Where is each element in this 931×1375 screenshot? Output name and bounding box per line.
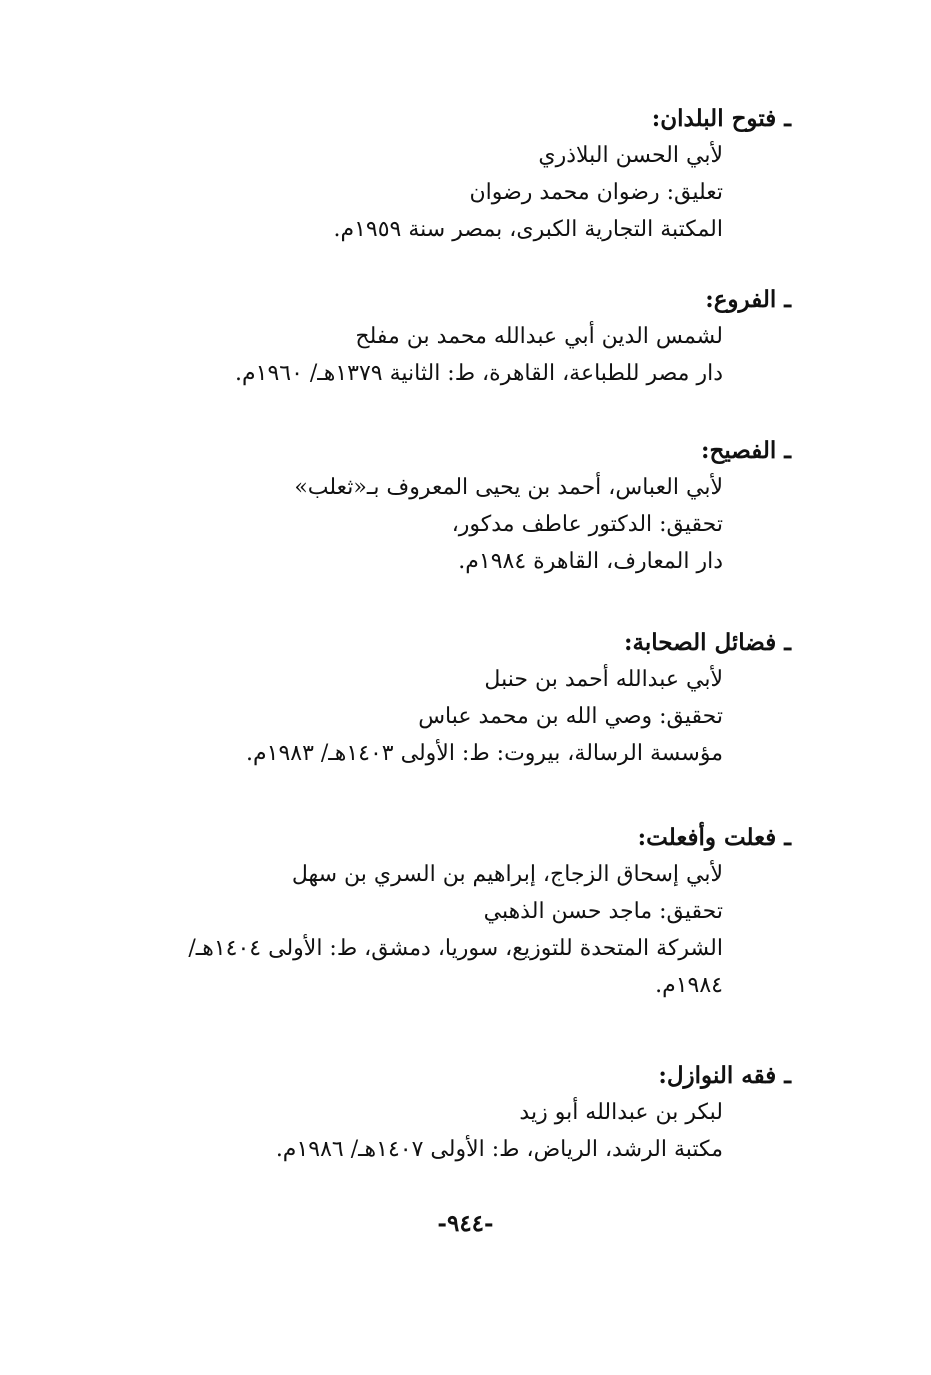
entry-line: لشمس الدين أبي عبدالله محمد بن مفلح (355, 324, 723, 349)
entry-title: ـفضائل الصحابة: (624, 629, 791, 656)
entry-line: الشركة المتحدة للتوزيع، سوريا، دمشق، ط: الأولى ١٤٠٤هـ/ (188, 936, 723, 961)
bibliography-entry (333, 104, 791, 248)
entry-line: لأبي عبدالله أحمد بن حنبل (484, 667, 723, 692)
entry-line: مكتبة الرشد، الرياض، ط: الأولى ١٤٠٧هـ/ ١٩٨٦م. (275, 1137, 723, 1162)
entry-line: ١٩٨٤م. (655, 973, 723, 998)
entry-line: دار مصر للطباعة، القاهرة، ط: الثانية ١٣٧٩هـ/ ١٩٦٠م. (235, 361, 723, 386)
entry-line: تحقيق: وصي الله بن محمد عباس (418, 704, 723, 729)
page-number: -٩٤٤- (437, 1210, 494, 1237)
entry-title: ـفتوح البلدان: (651, 105, 791, 132)
entry-title: ـالفروع: (705, 286, 791, 313)
bibliography-entry (294, 436, 791, 580)
entry-line: المكتبة التجارية الكبرى، بمصر سنة ١٩٥٩م. (333, 217, 723, 242)
entry-line: لبكر بن عبدالله أبو زيد (519, 1100, 723, 1125)
entry-line: مؤسسة الرسالة، بيروت: ط: الأولى ١٤٠٣هـ/ ١٩٨٣م. (246, 741, 723, 766)
entry-line: لأبي الحسن البلاذري (538, 143, 723, 168)
entry-line: لأبي إسحاق الزجاج، إبراهيم بن السري بن سهل (291, 862, 723, 887)
entry-line: تعليق: رضوان محمد رضوان (469, 180, 723, 205)
bibliography-entry (276, 1061, 791, 1168)
entry-title: ـالفصيح: (700, 437, 791, 464)
bibliography-entry (246, 628, 791, 772)
entry-title: ـفعلت وأفعلت: (637, 824, 791, 851)
entry-line: تحقيق: ماجد حسن الذهبي (483, 899, 723, 924)
bibliography-entry (188, 823, 791, 1004)
entry-line: دار المعارف، القاهرة ١٩٨٤م. (458, 549, 723, 574)
entry-line: تحقيق: الدكتور عاطف مدكور، (451, 512, 723, 537)
entry-title: ـفقه النوازل: (658, 1062, 791, 1089)
entry-line: لأبي العباس، أحمد بن يحيى المعروف بـ«ثعلب» (294, 475, 723, 500)
bibliography-entry (235, 285, 791, 392)
